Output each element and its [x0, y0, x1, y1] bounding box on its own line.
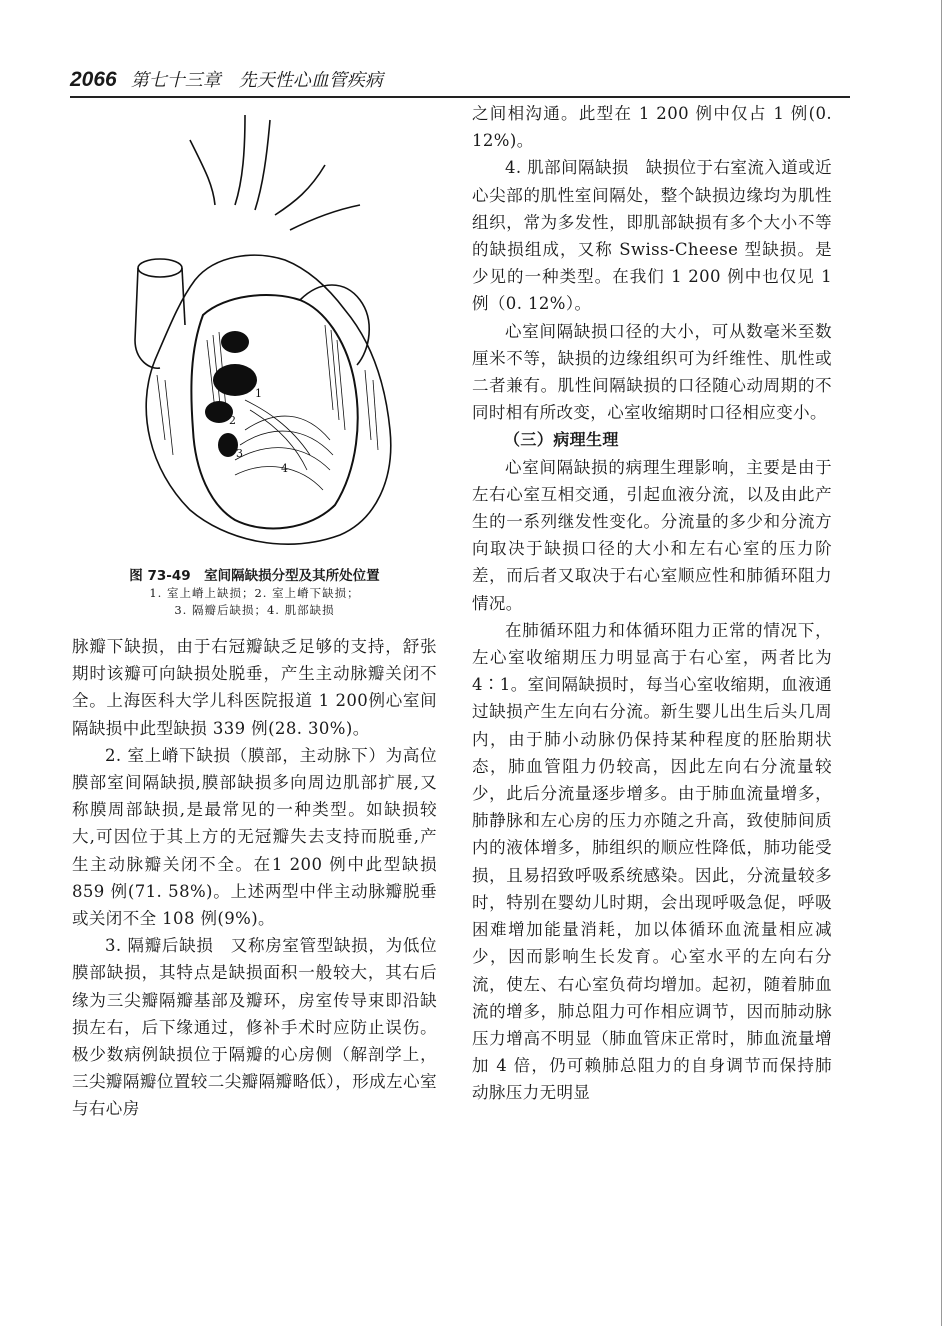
chapter-title: 第七十三章 先天性心血管疾病: [130, 70, 383, 91]
paragraph: 4. 肌部间隔缺损 缺损位于右室流入道或近心尖部的肌性室间隔处，整个缺损边缘均为肌性组织，常为多发性，即肌部缺损有多个大小不等的缺损组成，又称 Swiss-Cheese 型缺损。是少见的一种类型。在我们 1 200 例中也仅见 1 例（0. 12%）。: [472, 158, 832, 314]
page-edge-line: [941, 0, 942, 1326]
page-header: [70, 62, 850, 98]
defect-label-4: 4: [281, 462, 288, 475]
page-number: 2066: [70, 68, 117, 91]
defect-label-1: 1: [255, 387, 262, 400]
right-column: [472, 100, 832, 1107]
paragraph: 脉瓣下缺损，由于右冠瓣缺乏足够的支持，舒张期时该瓣可向缺损处脱垂，产生主动脉瓣关闭不全。上海医科大学儿科医院报道 1 200例心室间隔缺损中此型缺损 339 例(28. 30%)。: [72, 637, 437, 738]
paragraph: 3. 隔瓣后缺损 又称房室管型缺损，为低位膜部缺损，其特点是缺损面积一般较大，其右后缘为三尖瓣隔瓣基部及瓣环，房室传导束即沿缺损左右，后下缘通过，修补手术时应防止误伤。极少数病例缺损位于隔瓣的心房侧（解剖学上，三尖瓣隔瓣位置较二尖瓣隔瓣略低），形成左心室与右心房: [72, 936, 437, 1119]
paragraph: 在肺循环阻力和体循环阻力正常的情况下，左心室收缩期压力明显高于右心室，两者比为 4∶1。室间隔缺损时，每当心室收缩期，血液通过缺损产生左向右分流。新生婴儿出生后头几周内，由于肺小动脉仍保持某种程度的胚胎期状态，肺血管阻力仍较高，因此左向右分流量较少，此后分流量逐步增多。由于肺血流量增多，肺静脉和左心房的压力亦随之升高，致使肺间质内的液体增多，肺组织的顺应性降低，肺功能受损，且易招致呼吸系统感染。因此，分流量较多时，特别在婴幼儿时期，会出现呼吸急促，呼吸困难增加能量消耗，加以体循环血流量相应减少，因而影响生长发育。心室水平的左向右分流，使左、右心室负荷均增加。起初，随着肺血流的增多，肺总阻力可作相应调节，因而肺动脉压力增高不明显（肺血管床正常时，肺血流量增加 4 倍，仍可赖肺总阻力的自身调节而保持肺动脉压力无明显: [472, 620, 832, 1103]
left-column: [72, 633, 437, 1123]
figure-caption-title: 图 73-49 室间隔缺损分型及其所处位置: [129, 568, 380, 584]
paragraph: 心室间隔缺损的病理生理影响，主要是由于左右心室互相交通，引起血液分流，以及由此产生的一系列继发性变化。分流量的多少和分流方向取决于缺损口径的大小和左右心室的压力阶差，而后者又取决于右心室顺应性和肺循环阻力情况。: [472, 457, 832, 613]
figure-legend-line-2: 3. 隔瓣后缺损；4. 肌部缺损: [174, 603, 335, 617]
heart-illustration: [95, 110, 425, 560]
paragraph: 之间相沟通。此型在 1 200 例中仅占 1 例(0. 12%)。: [472, 104, 832, 151]
paragraph: 2. 室上嵴下缺损（膜部，主动脉下）为高位膜部室间隔缺损,膜部缺损多向周边肌部扩展,又称膜周部缺损,是最常见的一种类型。如缺损较大,可因位于其上方的无冠瓣失去支持而脱垂,产生主动脉瓣关闭不全。在1 200 例中此型缺损 859 例(71. 58%)。上述两型中伴主动脉瓣脱垂或关闭不全 108 例(9%)。: [72, 745, 437, 929]
paragraph: 心室间隔缺损口径的大小，可从数毫米至数厘米不等，缺损的边缘组织可为纤维性、肌性或二者兼有。肌性间隔缺损的口径随心动周期的不同时相有所改变，心室收缩期时口径相应变小。: [472, 321, 832, 423]
section-heading: （三）病理生理: [504, 430, 619, 450]
figure-legend-line-1: 1. 室上嵴上缺损；2. 室上嵴下缺损；: [149, 586, 360, 600]
defect-label-2: 2: [229, 414, 236, 427]
figure-caption: [72, 567, 437, 619]
defect-label-3: 3: [236, 447, 243, 460]
